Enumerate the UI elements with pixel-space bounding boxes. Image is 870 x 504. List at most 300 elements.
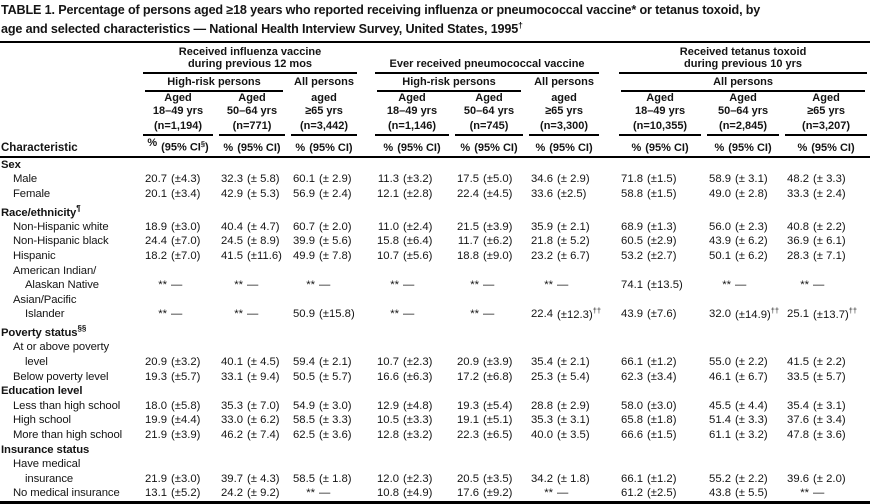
header-gap — [360, 43, 372, 157]
table-row — [0, 340, 870, 369]
body-gap — [360, 220, 372, 235]
cell-ci: (±13.7)†† — [813, 305, 858, 321]
data-cell — [140, 220, 216, 235]
body-gap — [360, 187, 372, 202]
cell-ci: (±5.6) — [403, 250, 433, 263]
row-label-line: High school — [13, 414, 71, 427]
data-cell — [704, 220, 782, 235]
row-label — [0, 172, 140, 187]
cell-ci: (± 5.5) — [735, 487, 768, 500]
cell-value: 12.8 — [377, 428, 400, 441]
cell-ci: (± 7.0) — [247, 399, 280, 412]
data-cell — [288, 399, 360, 414]
column-header-measure — [782, 136, 870, 157]
row-label-line: No medical insurance — [13, 487, 120, 500]
data-cell-content — [704, 249, 782, 264]
column-header-age-range: 50–64 yrs — [717, 105, 769, 118]
cell-ci: (± 2.4) — [319, 187, 352, 200]
cell-ci: (± 3.1) — [557, 414, 590, 427]
table-row — [0, 172, 870, 187]
cell-ci: (±3.4) — [647, 370, 677, 383]
cell-value: 23.2 — [531, 250, 554, 263]
cell-ci: (±9.2) — [483, 487, 513, 500]
cell-ci: (±5.2) — [171, 487, 201, 500]
body-gap — [360, 172, 372, 187]
data-cell-content — [288, 187, 360, 202]
column-header-sample-size — [616, 119, 704, 137]
section-label-text: Race/ethnicity — [1, 206, 77, 219]
data-cell-content — [452, 234, 526, 249]
cell-ci: — — [557, 279, 569, 292]
column-header-aged: Aged — [729, 91, 757, 104]
cell-value: 60.1 — [293, 173, 315, 186]
data-cell — [616, 249, 704, 264]
column-header-measure — [372, 136, 452, 157]
cell-value: ** — [470, 279, 480, 292]
cell-ci: (±1.5) — [647, 173, 677, 186]
column-header-aged: aged — [551, 91, 577, 104]
cell-ci: (± 3.6) — [813, 428, 846, 441]
data-cell — [704, 172, 782, 187]
data-cell — [526, 370, 602, 385]
column-group-title — [140, 43, 360, 74]
data-cell-content — [452, 486, 526, 501]
data-cell — [616, 234, 704, 249]
cell-value: 58.9 — [709, 173, 732, 186]
cell-value: 71.8 — [621, 173, 644, 186]
cell-value: 32.3 — [221, 173, 243, 186]
data-cell — [140, 370, 216, 385]
subgroup-label: High-risk persons — [145, 76, 283, 92]
data-cell-content — [782, 187, 870, 202]
cell-ci: (± 2.3) — [735, 220, 768, 233]
cell-ci: (±3.9) — [483, 220, 513, 233]
table-row — [0, 249, 870, 264]
cell-ci: (±2.3) — [403, 472, 433, 485]
cell-value: 12.9 — [377, 399, 400, 412]
cell-value: 32.0 — [709, 308, 732, 321]
cell-value: 21.9 — [145, 428, 167, 441]
data-cell-content — [372, 472, 452, 487]
data-cell-content — [526, 399, 602, 414]
cell-ci: (± 2.8) — [735, 187, 768, 200]
data-cell-content — [616, 307, 704, 322]
column-header-age-range: 50–64 yrs — [226, 105, 278, 118]
cell-value: 18.2 — [145, 250, 167, 263]
column-header-age-range: ≥65 yrs — [305, 105, 343, 118]
cell-ci: (± 2.1) — [557, 356, 590, 368]
data-cell-content — [526, 413, 602, 428]
table-row — [0, 220, 870, 235]
body-gap — [360, 340, 372, 369]
body-gap — [602, 340, 616, 369]
data-cell — [782, 399, 870, 414]
data-cell-content — [140, 172, 216, 187]
cell-ci: (± 5.7) — [319, 370, 352, 383]
body-gap — [602, 486, 616, 502]
cell-value: 17.2 — [457, 370, 480, 383]
data-cell-content — [216, 413, 288, 428]
cell-value: 61.2 — [621, 487, 644, 500]
cell-value: 28.3 — [787, 250, 810, 263]
body-gap — [360, 413, 372, 428]
cell-value: 37.6 — [787, 414, 810, 427]
percent-symbol: % — [223, 141, 234, 154]
cell-value: 40.4 — [221, 220, 243, 233]
data-cell — [704, 399, 782, 414]
cell-ci: (± 6.1) — [813, 235, 846, 248]
body-gap — [602, 172, 616, 187]
row-label-line: Below poverty level — [13, 370, 109, 383]
section-row — [0, 443, 870, 458]
data-cell-content — [452, 413, 526, 428]
cell-ci: (± 6.2) — [735, 235, 768, 248]
data-cell-content — [704, 278, 782, 293]
cell-ci: (±3.2) — [403, 173, 433, 186]
data-cell — [372, 293, 452, 322]
body-gap — [602, 413, 616, 428]
percent-symbol: % — [295, 141, 306, 154]
data-cell — [288, 187, 360, 202]
data-cell-content — [216, 172, 288, 187]
column-header-sample-size — [288, 119, 360, 137]
data-cell — [216, 264, 288, 293]
cell-value: ** — [544, 487, 554, 500]
cell-ci: (±7.6) — [647, 308, 677, 321]
ci-label: (95% CI) — [549, 141, 593, 154]
cell-value: 65.8 — [621, 414, 644, 427]
data-cell-content — [140, 307, 216, 322]
row-label-line: Male — [13, 173, 38, 186]
cell-ci: (±5.0) — [483, 173, 513, 186]
cell-value: 20.9 — [145, 356, 167, 368]
table-row — [0, 264, 870, 293]
ci-label: (95% CI) — [397, 141, 441, 154]
data-cell-content — [372, 307, 452, 322]
data-cell-content — [526, 472, 602, 487]
cell-value: 46.1 — [709, 370, 732, 383]
data-cell — [782, 187, 870, 202]
data-cell — [452, 428, 526, 443]
cell-value: 34.6 — [531, 173, 554, 186]
data-cell-content — [616, 172, 704, 187]
data-cell — [216, 428, 288, 443]
ci-label: (95% CI) — [645, 141, 689, 154]
data-cell — [452, 399, 526, 414]
cell-value: 42.9 — [221, 187, 243, 200]
cell-ci: (± 6.2) — [735, 250, 768, 263]
data-cell — [288, 370, 360, 385]
data-cell-content — [782, 172, 870, 187]
cell-value: 35.9 — [531, 220, 554, 233]
ci-label: (95% CI) — [237, 141, 281, 154]
data-cell-content — [372, 172, 452, 187]
cell-value: ** — [800, 279, 810, 292]
data-cell — [140, 264, 216, 293]
data-cell — [140, 249, 216, 264]
data-cell — [372, 399, 452, 414]
cell-value: 19.3 — [145, 370, 167, 383]
table-row — [0, 486, 870, 502]
cell-value: 24.2 — [221, 487, 243, 500]
data-cell — [526, 428, 602, 443]
cell-value: 43.8 — [709, 487, 732, 500]
column-header-measure — [288, 136, 360, 157]
cell-value: 33.5 — [787, 370, 810, 383]
cell-ci: (±3.4) — [171, 187, 201, 200]
measure-label — [372, 141, 452, 156]
data-cell-content — [782, 249, 870, 264]
cell-value: 61.1 — [709, 428, 732, 441]
group-title-underline — [143, 44, 357, 74]
data-cell-content — [452, 355, 526, 370]
measure-label — [616, 141, 704, 156]
row-label — [0, 220, 140, 235]
table-header — [0, 43, 870, 157]
cell-value: 35.3 — [531, 414, 554, 427]
data-cell-content — [288, 413, 360, 428]
data-cell — [616, 370, 704, 385]
cell-value: 17.5 — [457, 173, 480, 186]
cell-value: ** — [544, 279, 554, 292]
subgroup-label: All persons — [621, 76, 865, 92]
footnote-marker-estimate: †† — [848, 305, 858, 315]
column-header-measure — [526, 136, 602, 157]
data-cell — [140, 293, 216, 322]
row-label — [0, 457, 140, 486]
table-title-line2: age and selected characteristics — National Health Interview Survey, United States, 1995 — [1, 22, 519, 37]
data-cell-content — [616, 428, 704, 443]
data-cell — [704, 370, 782, 385]
cell-value: 19.1 — [457, 414, 480, 427]
data-cell-content — [616, 220, 704, 235]
cell-ci: (± 2.0) — [813, 472, 846, 485]
cell-ci: — — [813, 279, 825, 292]
data-cell-content — [704, 399, 782, 414]
data-cell-content — [616, 278, 704, 293]
cell-ci: — — [403, 279, 415, 292]
cell-value: 10.7 — [377, 356, 400, 368]
data-cell — [372, 249, 452, 264]
cell-ci: (±2.7) — [647, 250, 677, 263]
cell-ci: (± 4.5) — [247, 356, 280, 368]
row-label — [0, 370, 140, 385]
cell-ci: (±3.5) — [483, 472, 513, 485]
data-cell — [616, 486, 704, 502]
data-cell-content — [616, 413, 704, 428]
cell-value: 12.0 — [377, 472, 400, 485]
data-cell-content — [452, 249, 526, 264]
data-cell-content — [140, 428, 216, 443]
data-cell-content — [782, 355, 870, 370]
cell-value: 56.9 — [293, 187, 315, 200]
cell-value: 54.9 — [293, 399, 315, 412]
cell-ci: (±11.6) — [247, 250, 282, 263]
cell-value: 58.0 — [621, 399, 644, 412]
cell-ci: (±4.8) — [403, 399, 433, 412]
cell-ci: (± 7.4) — [247, 428, 280, 441]
data-cell — [140, 340, 216, 369]
cell-value: 11.0 — [377, 220, 400, 233]
row-label-line: Female — [13, 187, 51, 200]
data-cell-content — [526, 355, 602, 370]
column-header-age-range: ≥65 yrs — [545, 105, 583, 118]
data-cell — [782, 486, 870, 502]
data-cell — [452, 370, 526, 385]
data-cell — [216, 293, 288, 322]
body-gap — [602, 249, 616, 264]
data-cell — [216, 220, 288, 235]
cell-value: 49.0 — [709, 187, 732, 200]
data-cell-content — [704, 187, 782, 202]
data-cell-content — [140, 486, 216, 501]
cell-ci: (±1.5) — [647, 428, 677, 441]
group-title-line: during previous 10 yrs — [684, 58, 803, 71]
cell-ci: (±12.3)†† — [557, 305, 602, 321]
cell-ci: (± 4.4) — [735, 399, 768, 412]
cell-value: 41.5 — [787, 356, 810, 368]
data-cell-content — [372, 413, 452, 428]
data-cell-content — [782, 472, 870, 487]
cell-value: 10.5 — [377, 414, 400, 427]
group-title-line: Ever received pneumococcal vaccine — [389, 58, 585, 71]
cell-value: 20.1 — [145, 187, 167, 200]
cell-value: 33.6 — [531, 187, 554, 200]
cell-ci: (±4.5) — [483, 187, 513, 200]
cell-value: 15.8 — [377, 235, 400, 248]
group-title-underline — [375, 44, 599, 74]
data-cell — [452, 249, 526, 264]
cell-value: 17.6 — [457, 487, 480, 500]
cell-ci: (±6.3) — [403, 370, 433, 383]
data-cell — [616, 293, 704, 322]
data-cell-content — [616, 370, 704, 385]
cell-value: 21.8 — [531, 235, 554, 248]
cell-value: 35.4 — [531, 356, 554, 368]
cell-ci: (± 7.8) — [319, 250, 352, 263]
data-cell-content — [140, 234, 216, 249]
data-cell — [782, 413, 870, 428]
data-cell-content — [704, 472, 782, 487]
cell-value: 20.9 — [457, 356, 480, 368]
data-cell-content — [526, 278, 602, 293]
data-cell — [288, 340, 360, 369]
column-subgroup-title — [140, 74, 288, 92]
data-cell-content — [288, 486, 360, 501]
cell-ci: (±1.3) — [647, 220, 677, 233]
column-subgroup-title — [526, 74, 602, 92]
data-cell — [526, 486, 602, 502]
data-cell — [782, 234, 870, 249]
column-header-aged: Aged — [238, 91, 266, 104]
data-cell-content — [372, 355, 452, 370]
cell-ci: (± 5.6) — [319, 235, 352, 248]
data-cell-content — [704, 413, 782, 428]
cell-ci: — — [171, 308, 183, 321]
data-cell — [526, 413, 602, 428]
data-cell — [782, 340, 870, 369]
cell-ci: (±1.2) — [647, 472, 677, 485]
data-cell — [288, 234, 360, 249]
percent-symbol: % — [383, 141, 394, 154]
column-subgroup-title — [372, 74, 526, 92]
sample-size-underline: (n=3,442) — [291, 120, 357, 137]
data-cell — [526, 293, 602, 322]
data-cell-content — [452, 428, 526, 443]
data-cell — [140, 234, 216, 249]
cell-ci: (± 3.0) — [319, 399, 352, 412]
data-cell-content — [452, 307, 526, 322]
cell-ci: (±6.8) — [483, 370, 513, 383]
data-cell-content — [372, 370, 452, 385]
data-cell — [452, 413, 526, 428]
row-label — [0, 428, 140, 443]
body-gap — [360, 428, 372, 443]
cell-ci: (± 2.9) — [557, 173, 590, 186]
data-cell — [616, 457, 704, 486]
column-header-measure — [704, 136, 782, 157]
sample-size-underline: (n=745) — [455, 120, 523, 137]
data-cell-content — [140, 187, 216, 202]
data-cell — [372, 172, 452, 187]
percent-symbol: % — [714, 141, 725, 154]
data-cell-content — [452, 370, 526, 385]
footnote-marker-section: ¶ — [76, 203, 81, 213]
cell-value: 47.8 — [787, 428, 810, 441]
cell-value: 21.9 — [145, 472, 167, 485]
column-header-measure — [216, 136, 288, 157]
data-cell-content — [782, 413, 870, 428]
group-title-underline — [619, 44, 867, 74]
row-label — [0, 249, 140, 264]
cell-value: 39.6 — [787, 472, 810, 485]
data-cell-content — [782, 304, 870, 322]
data-cell — [288, 249, 360, 264]
data-cell-content — [452, 172, 526, 187]
cell-value: ** — [390, 279, 400, 292]
row-label-line: More than high school — [13, 428, 123, 441]
cell-value: ** — [800, 487, 810, 500]
body-gap — [360, 293, 372, 322]
cell-ci: — — [483, 279, 495, 292]
data-cell — [452, 457, 526, 486]
cell-ci: — — [403, 308, 415, 321]
cell-value: 24.5 — [221, 235, 243, 248]
cell-ci: (± 5.4) — [557, 370, 590, 383]
data-cell-content — [140, 249, 216, 264]
measure-label — [526, 141, 602, 156]
data-cell — [782, 264, 870, 293]
cell-ci: (± 3.5) — [557, 428, 590, 441]
data-cell — [526, 187, 602, 202]
data-cell-content — [782, 234, 870, 249]
data-cell-content — [616, 234, 704, 249]
cell-value: 58.5 — [293, 472, 315, 485]
data-cell — [704, 234, 782, 249]
ci-label: (95% CI§) — [161, 139, 209, 154]
cell-value: 66.1 — [621, 472, 644, 485]
data-cell — [704, 249, 782, 264]
row-label-line: Asian/Pacific — [13, 293, 77, 306]
data-cell-content — [452, 278, 526, 293]
data-cell-content — [526, 304, 602, 322]
data-cell — [452, 293, 526, 322]
column-header-age-range: ≥65 yrs — [807, 105, 845, 118]
data-cell — [216, 172, 288, 187]
section-label-text: Poverty status — [1, 326, 78, 339]
column-header-aged: Aged — [646, 91, 674, 104]
cell-value: 68.9 — [621, 220, 644, 233]
